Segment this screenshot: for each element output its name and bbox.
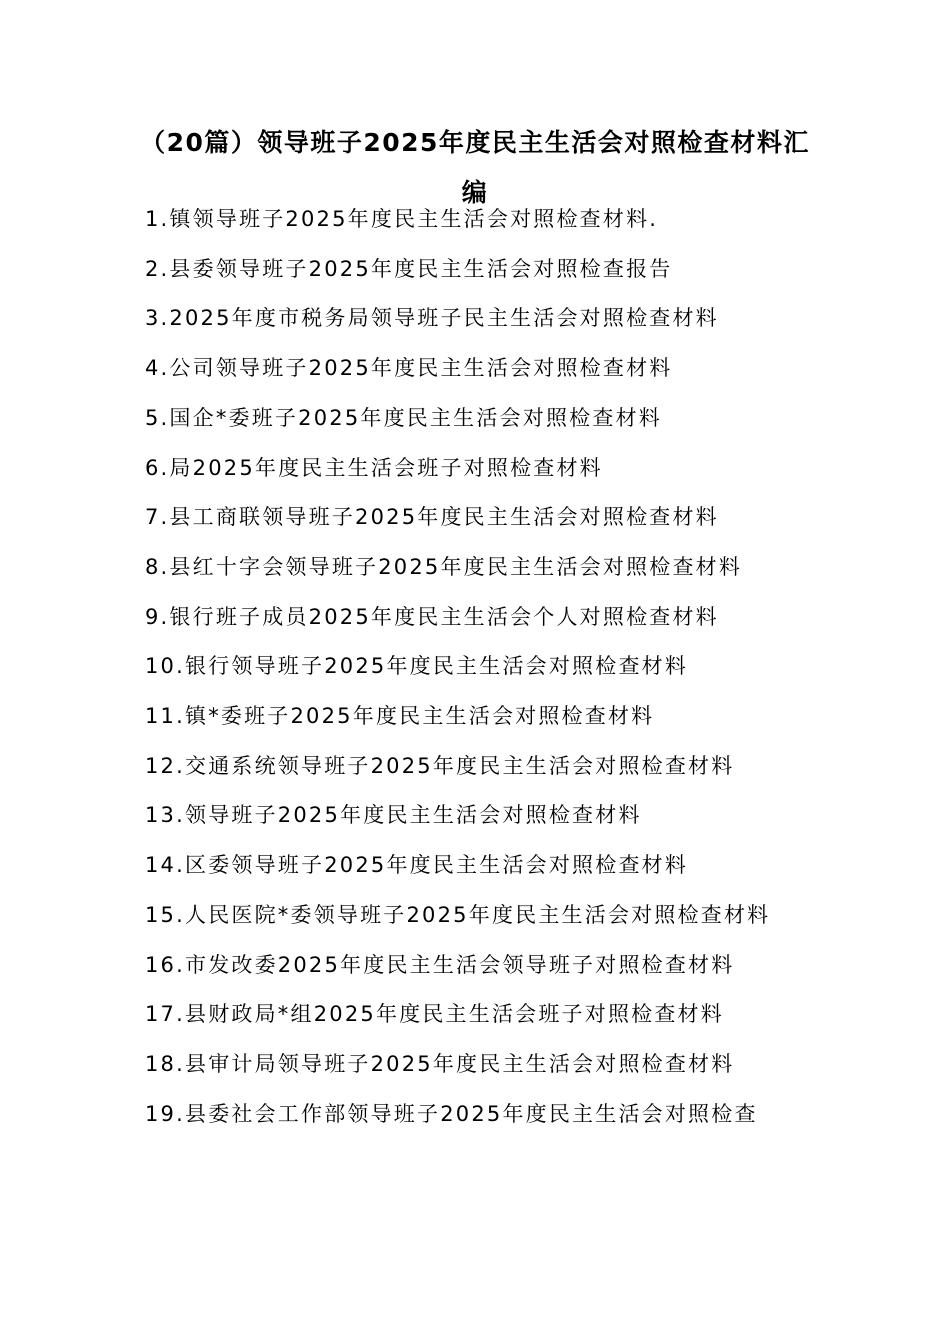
toc-item-10: 10.银行领导班子2025年度民主生活会对照检查材料 — [145, 654, 689, 679]
toc-item-7: 7.县工商联领导班子2025年度民主生活会对照检查材料 — [145, 505, 719, 530]
toc-item-12: 12.交通系统领导班子2025年度民主生活会对照检查材料 — [145, 753, 735, 778]
toc-item-13: 13.领导班子2025年度民主生活会对照检查材料 — [145, 803, 642, 828]
toc-item-16: 16.市发改委2025年度民主生活会领导班子对照检查材料 — [145, 952, 735, 977]
toc-item-15: 15.人民医院*委领导班子2025年度民主生活会对照检查材料 — [145, 902, 771, 927]
toc-item-14: 14.区委领导班子2025年度民主生活会对照检查材料 — [145, 853, 689, 878]
toc-item-2: 2.县委领导班子2025年度民主生活会对照检查报告 — [145, 256, 673, 281]
toc-item-3: 3.2025年度市税务局领导班子民主生活会对照检查材料 — [145, 306, 719, 331]
toc-item-11: 11.镇*委班子2025年度民主生活会对照检查材料 — [145, 704, 655, 729]
document-title: （20篇）领导班子2025年度民主生活会对照检查材料汇编 — [140, 128, 810, 207]
toc-item-9: 9.银行班子成员2025年度民主生活会个人对照检查材料 — [145, 604, 719, 629]
toc-item-18: 18.县审计局领导班子2025年度民主生活会对照检查材料 — [145, 1051, 735, 1076]
toc-item-6: 6.局2025年度民主生活会班子对照检查材料 — [145, 455, 603, 480]
toc-item-17: 17.县财政局*组2025年度民主生活会班子对照检查材料 — [145, 1002, 724, 1027]
table-of-contents — [145, 195, 810, 1139]
toc-item-5: 5.国企*委班子2025年度民主生活会对照检查材料 — [145, 405, 662, 430]
toc-item-1: 1.镇领导班子2025年度民主生活会对照检查材料. — [145, 207, 659, 231]
toc-item-19: 19.县委社会工作部领导班子2025年度民主生活会对照检查 — [145, 1101, 758, 1126]
toc-item-4: 4.公司领导班子2025年度民主生活会对照检查材料 — [145, 356, 673, 381]
toc-item-8: 8.县红十字会领导班子2025年度民主生活会对照检查材料 — [145, 554, 743, 579]
